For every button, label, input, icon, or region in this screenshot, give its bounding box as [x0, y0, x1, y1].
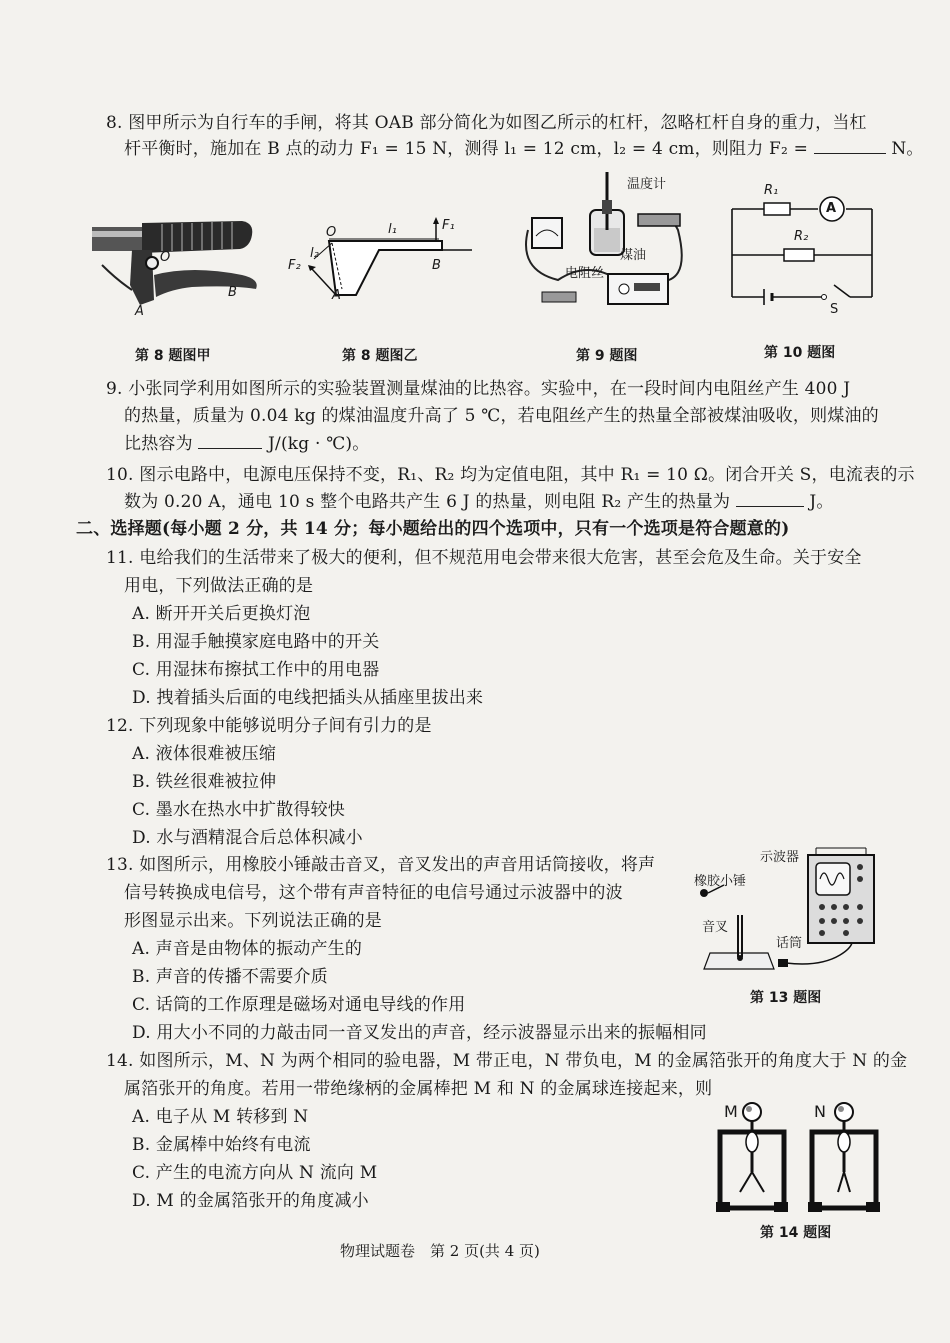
q8-line2 — [124, 134, 924, 159]
q12-option-a: A. 液体很难被压缩 — [132, 744, 277, 764]
q8-answer-blank — [814, 139, 886, 154]
q9-line2: 的热量，质量为 0.04 kg 的煤油温度升高了 5 ℃，若电阻丝产生的热量全部被煤油吸收，则煤油的 — [124, 406, 879, 426]
q10-answer-blank — [736, 492, 804, 507]
q8-yi-label-l2: l₂ — [310, 246, 319, 261]
q13-line3: 形图显示出来。下列说法正确的是 — [124, 911, 382, 931]
q9-line3-text: 比热容为 — [124, 434, 193, 454]
q8-yi-label-F2: F₂ — [288, 258, 301, 273]
q8-jia-label-B: B — [228, 285, 237, 300]
q8-yi-label-l1: l₁ — [388, 222, 397, 237]
q14-option-c: C. 产生的电流方向从 N 流向 M — [132, 1163, 378, 1183]
q13-label-hammer: 橡胶小锤 — [694, 874, 747, 889]
q8-jia-label-O: O — [160, 250, 171, 265]
q14-label-M: M — [724, 1102, 738, 1121]
q10-fig-circuit — [720, 185, 880, 315]
q11-option-a: A. 断开开关后更换灯泡 — [132, 604, 311, 624]
q14-line1: 14. 如图所示，M、N 为两个相同的验电器，M 带正电，N 带负电，M 的金属箔张开的角度大于 N 的金 — [106, 1051, 908, 1071]
q9-line1: 9. 小张同学利用如图所示的实验装置测量煤油的比热容。实验中，在一段时间内电阻丝产生 400 J — [106, 379, 851, 399]
q9-line3-unit: J/(kg · ℃)。 — [268, 434, 370, 454]
q10-label-R2: R₂ — [794, 229, 809, 244]
q9-answer-blank — [198, 434, 262, 449]
q8-yi-label-O: O — [326, 225, 337, 240]
q14-option-b: B. 金属棒中始终有电流 — [132, 1135, 311, 1155]
q13-option-c: C. 话筒的工作原理是磁场对通电导线的作用 — [132, 995, 466, 1015]
q10-label-R1: R₁ — [764, 183, 779, 198]
q12-option-d: D. 水与酒精混合后总体积减小 — [132, 828, 363, 848]
q13-label-oscilloscope: 示波器 — [760, 850, 800, 865]
q14-line2: 属箔张开的角度。若用一带绝缘柄的金属棒把 M 和 N 的金属球连接起来，则 — [124, 1079, 713, 1099]
q8-fig-yi-caption: 第 8 题图乙 — [342, 348, 418, 364]
q14-option-a: A. 电子从 M 转移到 N — [132, 1107, 309, 1127]
q8-yi-label-A: A — [332, 288, 341, 303]
q10-line2-text: 数为 0.20 A，通电 10 s 整个电路共产生 6 J 的热量，则电阻 R₂ 产生的热量为 — [124, 492, 731, 512]
q10-line2-unit: J。 — [809, 492, 834, 512]
q9-line3 — [124, 429, 369, 454]
q8-line1: 8. 图甲所示为自行车的手闸，将其 OAB 部分简化为如图乙所示的杠杆，忽略杠杆自身的重力，当杠 — [106, 113, 867, 133]
q12-option-b: B. 铁丝很难被拉伸 — [132, 772, 277, 792]
q9-label-thermometer: 温度计 — [627, 177, 667, 192]
q9-fig-apparatus — [518, 170, 698, 320]
section2-heading: 二、选择题(每小题 2 分，共 14 分；每小题给出的四个选项中，只有一个选项是符合题意的) — [76, 519, 790, 539]
q14-fig-caption: 第 14 题图 — [760, 1225, 832, 1241]
q13-option-b: B. 声音的传播不需要介质 — [132, 967, 328, 987]
q13-option-a: A. 声音是由物体的振动产生的 — [132, 939, 363, 959]
q13-label-mic: 话筒 — [776, 936, 803, 951]
q11-line2: 用电，下列做法正确的是 — [124, 576, 314, 596]
q13-option-d: D. 用大小不同的力敲击同一音叉发出的声音，经示波器显示出来的振幅相同 — [132, 1023, 707, 1043]
q9-fig-caption: 第 9 题图 — [576, 348, 638, 364]
q8-line2-text: 杆平衡时，施加在 B 点的动力 F₁ = 15 N，测得 l₁ = 12 cm，l₂ = 4 cm，则阻力 F₂ = — [124, 139, 809, 159]
q9-label-kerosene: 煤油 — [620, 248, 647, 263]
q8-fig-jia-caption: 第 8 题图甲 — [135, 348, 211, 364]
q11-option-d: D. 拽着插头后面的电线把插头从插座里拔出来 — [132, 688, 484, 708]
q10-line2 — [124, 487, 834, 512]
q10-fig-caption: 第 10 题图 — [764, 345, 836, 361]
q13-line1: 13. 如图所示，用橡胶小锤敲击音叉，音叉发出的声音用话筒接收，将声 — [106, 855, 656, 875]
q12-option-c: C. 墨水在热水中扩散得较快 — [132, 800, 346, 820]
q9-label-wire: 电阻丝 — [565, 266, 605, 281]
q14-label-N: N — [814, 1102, 826, 1121]
q13-label-fork: 音叉 — [702, 920, 729, 935]
q8-yi-label-B: B — [432, 258, 441, 273]
q11-option-b: B. 用湿手触摸家庭电路中的开关 — [132, 632, 380, 652]
q8-yi-label-F1: F₁ — [442, 218, 455, 233]
q14-option-d: D. M 的金属箔张开的角度减小 — [132, 1191, 369, 1211]
q13-fig-caption: 第 13 题图 — [750, 990, 822, 1006]
page-footer: 物理试题卷 第 2 页(共 4 页) — [340, 1242, 540, 1260]
q13-line2: 信号转换成电信号，这个带有声音特征的电信号通过示波器中的波 — [124, 883, 623, 903]
q8-line2-unit: N。 — [891, 139, 924, 159]
q10-line1: 10. 图示电路中，电源电压保持不变，R₁、R₂ 均为定值电阻，其中 R₁ = 10 Ω。闭合开关 S，电流表的示 — [106, 465, 915, 485]
q8-fig-jia-brake-lever — [92, 205, 262, 330]
q10-label-S: S — [830, 302, 839, 317]
q11-option-c: C. 用湿抹布擦拭工作中的用电器 — [132, 660, 380, 680]
q11-line1: 11. 电给我们的生活带来了极大的便利，但不规范用电会带来很大危害，甚至会危及生命。关于安全 — [106, 548, 862, 568]
q8-jia-label-A: A — [135, 304, 144, 319]
q10-label-ammeter: A — [826, 201, 837, 216]
q12-line1: 12. 下列现象中能够说明分子间有引力的是 — [106, 716, 432, 736]
